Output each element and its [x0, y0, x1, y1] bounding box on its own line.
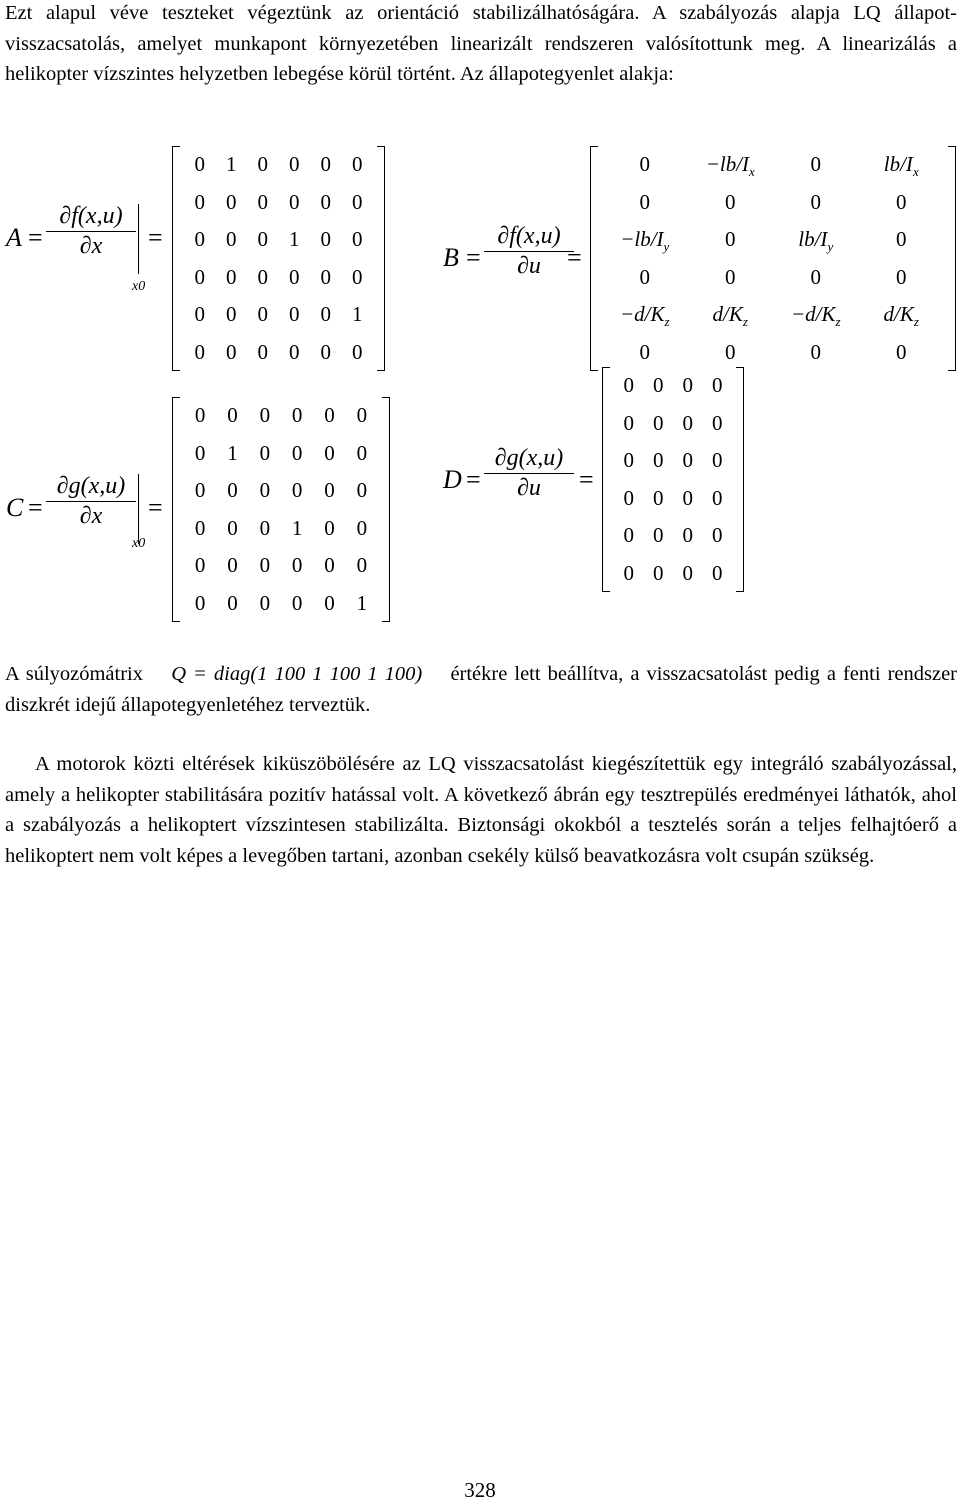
matrix-cell: 0 [352, 189, 363, 214]
partial-fraction [46, 203, 136, 260]
fraction-denominator: ∂x [79, 503, 103, 529]
matrix-cell: 0 [896, 264, 907, 289]
fraction-bar [484, 473, 574, 474]
matrix-cell: 0 [194, 189, 205, 214]
matrix-row [602, 405, 744, 443]
matrix-cell: 0 [194, 302, 205, 326]
matrix-cell: 0 [896, 339, 907, 364]
matrix-row [172, 259, 385, 297]
matrix-row [172, 585, 390, 623]
matrix-cell: 0 [194, 478, 206, 502]
matrix-cell: 0 [725, 339, 736, 364]
fraction-denominator: ∂x [79, 233, 103, 259]
matrix-cell: 0 [356, 478, 368, 502]
matrix-row [602, 367, 744, 405]
matrix-row [172, 397, 390, 435]
matrix-cell: 0 [227, 590, 238, 615]
matrix-cell: 0 [810, 152, 821, 176]
evaluation-point: x0 [132, 279, 146, 294]
matrix-cell: $lb/I_y$ [798, 227, 834, 254]
matrix-cell: 0 [194, 590, 206, 615]
matrix-cell: 0 [639, 152, 650, 176]
matrix-b-label: B [443, 243, 459, 272]
matrix-cell: 0 [194, 264, 205, 289]
matrix-row [602, 442, 744, 480]
equals-sign: = [28, 223, 43, 252]
matrix-cell: 0 [194, 227, 205, 251]
matrix-cell: 0 [623, 485, 634, 510]
matrix-cell: $lb/I_x$ [883, 152, 919, 179]
weight-suffix: értékre lett beállítva, a visszacsatolást pedig a fenti rendszer diszkrét idejű állapotegyenletéhez terveztük. [5, 663, 958, 716]
matrix-row [172, 221, 385, 259]
matrix-row [590, 221, 956, 259]
matrix-row [590, 184, 956, 222]
motors-paragraph: A motorok közti eltérések kiküszöbölésére az LQ visszacsatolást kiegészítettük egy integráló szabályozással, amely a helikopter stabilitására pozitív hatással volt. A következő ábrán egy tesztrepülés eredményei láthatók, ahol a szabályozás a helikoptert vízszintesen stabilizálta. Biztonsági okokból a tesztelés során a teljes felhajtóerő a helikoptert nem volt képes a levegőben tartani, azonban csekély külső beavatkozásra volt csupán szükség. [5, 753, 957, 867]
matrix-cell: 0 [320, 339, 331, 364]
matrix-cell: 0 [682, 410, 693, 435]
matrix-cell: $-lb/I_x$ [705, 152, 755, 179]
matrix-cell: 0 [291, 403, 303, 427]
equals-sign: = [28, 493, 43, 522]
equals-sign: = [466, 243, 481, 272]
matrix-cell: 0 [257, 227, 268, 251]
matrix-cell: 0 [194, 339, 205, 364]
matrix-cell: 0 [320, 152, 331, 176]
matrix-cell: 0 [896, 189, 907, 214]
matrix-row [172, 296, 385, 334]
matrix-cell: 0 [712, 373, 723, 397]
matrix-cell: $-d/K_z$ [790, 302, 841, 329]
fraction-numerator: ∂g(x,u) [494, 445, 564, 471]
matrix-cell: 0 [289, 339, 300, 364]
fraction-bar [46, 501, 136, 502]
matrix-cell: $d/K_z$ [712, 302, 748, 329]
matrix-cell: 0 [289, 189, 300, 214]
matrix-cell: 0 [226, 302, 237, 326]
matrix-row [602, 480, 744, 518]
matrix-cell: 0 [623, 523, 634, 547]
matrix-cell: 0 [653, 560, 664, 585]
matrix-cell: 1 [291, 515, 303, 540]
weight-expression: Q = diag(1 100 1 100 1 100) [171, 663, 423, 685]
matrix-cell: 0 [352, 152, 363, 176]
matrix-cell: $-d/K_z$ [619, 302, 670, 329]
matrix-cell: 0 [259, 440, 271, 465]
equals-sign: = [148, 493, 163, 522]
matrix-cell: 0 [194, 403, 206, 427]
evaluation-bar [138, 204, 139, 274]
equals-sign: = [148, 223, 163, 252]
weight-paragraph [5, 659, 957, 720]
matrix-a [172, 146, 385, 371]
matrix-d-label: D [443, 465, 462, 494]
matrix-cell: 0 [682, 485, 693, 510]
matrix-cell: 1 [352, 302, 363, 326]
matrix-cell: 0 [194, 152, 205, 176]
evaluation-bar [138, 474, 139, 544]
matrix-row [172, 472, 390, 510]
matrix-a-label: A [6, 223, 22, 252]
matrix-row [602, 517, 744, 555]
matrix-cell: 0 [682, 523, 693, 547]
matrix-cell: 0 [289, 264, 300, 289]
matrix-cell: 0 [639, 339, 650, 364]
fraction-bar [46, 231, 136, 232]
fraction-numerator: ∂f(x,u) [59, 203, 123, 229]
matrix-cell: 0 [227, 478, 238, 502]
matrix-cell: 0 [352, 339, 363, 364]
matrix-cell: 0 [324, 403, 335, 427]
matrix-cell: 0 [194, 553, 206, 577]
matrix-cell: 0 [194, 515, 206, 540]
matrix-cell: 0 [810, 189, 821, 214]
matrix-row [590, 296, 956, 334]
matrix-cell: 0 [623, 410, 634, 435]
matrix-cell: 0 [227, 403, 238, 427]
fraction-numerator: ∂f(x,u) [497, 223, 561, 249]
matrix-row [172, 334, 385, 372]
matrix-cell: 0 [356, 440, 368, 465]
matrix-cell: 0 [653, 448, 664, 472]
matrix-row [590, 146, 956, 184]
matrix-cell: $d/K_z$ [883, 302, 919, 329]
matrix-cell: 0 [324, 478, 335, 502]
matrix-cell: 0 [324, 553, 335, 577]
evaluation-point: x0 [132, 536, 146, 551]
fraction-denominator: ∂u [517, 253, 541, 279]
matrix-cell: 1 [227, 440, 238, 465]
matrix-cell: 0 [653, 373, 664, 397]
weight-prefix: A súlyozómátrix [5, 663, 144, 685]
matrix-cell: 0 [291, 440, 303, 465]
matrix-cell: 0 [712, 485, 723, 510]
matrix-cell: 0 [194, 440, 206, 465]
matrix-cell: 0 [653, 410, 664, 435]
matrix-cell: 0 [257, 302, 268, 326]
matrix-cell: 0 [320, 302, 331, 326]
fraction-denominator: ∂u [517, 475, 541, 501]
matrix-cell: 0 [257, 152, 268, 176]
matrix-cell: 0 [639, 189, 650, 214]
matrix-c-label: C [6, 493, 24, 522]
partial-fraction [46, 473, 136, 530]
matrix-cell: 0 [226, 264, 237, 289]
matrix-cell: 0 [259, 515, 271, 540]
matrix-cell: 0 [623, 373, 634, 397]
matrix-cell: 1 [356, 590, 368, 615]
matrix-cell: 0 [291, 590, 303, 615]
matrix-cell: 0 [712, 523, 723, 547]
matrix-cell: 0 [257, 189, 268, 214]
matrix-cell: 0 [259, 553, 271, 577]
matrix-row [602, 555, 744, 593]
matrix-cell: 0 [320, 189, 331, 214]
matrix-cell: 0 [623, 560, 634, 585]
matrix-cell: 0 [810, 264, 821, 289]
matrix-cell: 0 [226, 339, 237, 364]
matrix-cell: 0 [352, 227, 363, 251]
matrix-cell: 1 [226, 152, 237, 176]
matrix-cell: 0 [226, 227, 237, 251]
fraction-bar [484, 251, 574, 252]
matrix-cell: 0 [896, 227, 907, 251]
matrix-cell: 0 [259, 590, 271, 615]
matrix-cell: 0 [356, 515, 368, 540]
matrix-cell: 0 [682, 448, 693, 472]
matrix-cell: 0 [289, 302, 300, 326]
matrix-cell: 0 [810, 339, 821, 364]
matrix-cell: 0 [725, 227, 736, 251]
equals-sign: = [466, 465, 481, 494]
matrix-cell: 0 [682, 560, 693, 585]
page-number: 328 [464, 1478, 496, 1502]
matrix-cell: 0 [324, 440, 335, 465]
matrix-cell: 0 [682, 373, 693, 397]
matrix-row [590, 259, 956, 297]
matrix-row [172, 510, 390, 548]
matrix-cell: 0 [227, 515, 238, 540]
matrix-cell: 0 [712, 560, 723, 585]
matrix-cell: 0 [712, 448, 723, 472]
matrix-cell: 0 [623, 448, 634, 472]
matrix-row [172, 435, 390, 473]
matrix-cell: 0 [259, 478, 271, 502]
matrix-d [602, 367, 744, 592]
partial-fraction [484, 223, 574, 280]
intro-paragraph: Ezt alapul véve teszteket végeztünk az orientáció stabilizálhatóságára. A szabályozás alapja LQ állapot-visszacsatolás, amelyet munkapont környezetében linearizált rendszeren valósítottunk meg. A linearizálás a helikopter vízszintes helyzetben lebegése körül történt. Az állapotegyenlet alakja: [5, 2, 957, 85]
matrix-cell: 0 [356, 403, 368, 427]
matrix-cell: 1 [289, 227, 300, 251]
matrix-row [172, 547, 390, 585]
matrix-cell: 0 [291, 553, 303, 577]
equals-sign: = [579, 465, 594, 494]
matrix-cell: 0 [259, 403, 271, 427]
matrix-cell: 0 [356, 553, 368, 577]
matrix-cell: 0 [289, 152, 300, 176]
matrix-cell: 0 [352, 264, 363, 289]
matrix-row [172, 184, 385, 222]
matrix-cell: 0 [291, 478, 303, 502]
matrix-cell: 0 [324, 515, 335, 540]
matrix-b [590, 146, 956, 371]
matrix-cell: 0 [320, 264, 331, 289]
matrix-cell: $-lb/I_y$ [620, 227, 670, 254]
matrix-c [172, 397, 390, 622]
fraction-numerator: ∂g(x,u) [56, 473, 126, 499]
matrix-cell: 0 [712, 410, 723, 435]
matrix-cell: 0 [653, 485, 664, 510]
matrix-row [590, 334, 956, 372]
matrix-cell: 0 [257, 264, 268, 289]
matrix-row [172, 146, 385, 184]
partial-fraction [484, 445, 574, 502]
matrix-cell: 0 [226, 189, 237, 214]
matrix-cell: 0 [257, 339, 268, 364]
matrix-cell: 0 [227, 553, 238, 577]
matrix-cell: 0 [653, 523, 664, 547]
matrix-cell: 0 [725, 264, 736, 289]
matrix-cell: 0 [725, 189, 736, 214]
matrix-cell: 0 [639, 264, 650, 289]
matrix-cell: 0 [320, 227, 331, 251]
equals-sign: = [567, 243, 582, 272]
matrix-cell: 0 [324, 590, 335, 615]
